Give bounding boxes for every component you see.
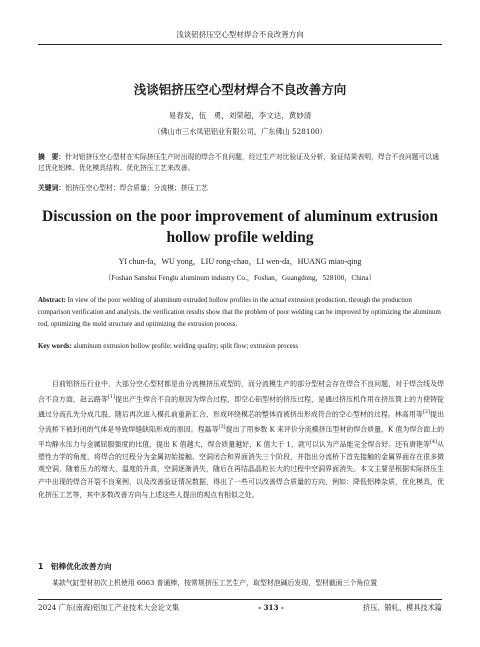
page-number: - 313 - [258, 603, 285, 612]
authors-cn: 易春发，伍 勇，刘荣超，李文达，黄妙清 [168, 111, 312, 120]
citation-1[interactable]: [1] [107, 393, 116, 400]
citation-2[interactable]: [2] [422, 408, 430, 415]
section-1-text: 某款气缸型材初次上机使用 6063 普通棒，按常规挤压工艺生产，取型材泡碱后发现，型材截面三个角位置 [52, 579, 378, 587]
abstract-cn [38, 152, 444, 174]
running-header: 浅谈铝挤压空心型材焊合不良改善方向 [176, 30, 304, 39]
intro-text-5: 从塑性力学的角度，将焊合的过程分为金属初始接触、空洞闭合和界面消失三个阶段，并指出分流桥下首先接触的金属界面存在很多微观空洞，随着压力的增大，温度的升高，空洞逐渐消失，随后在再结晶晶粒长大的过程中空洞界面消失。本文主要是根据实际挤压生产中出现的焊合开裂不良案例，以及改善验证情况数据，得出了一些可以改善焊合质量的方向，例如：降低铝棒杂质，优化模具，优化挤压工艺等，其中多数改善方向与上述这些人提出的观点有相似之处。 [38, 440, 445, 499]
section-1-heading: 1 铝棒优化改善方向 [38, 562, 112, 571]
intro-text-2: 提出产生焊合不良的原因为焊合过程，即空心铝型材的挤压过程，是通过挤压机作用在挤压筒上的力使铸锭通过分流孔先分成几股，随后再次进入模孔前重新汇合，形成环绕模芯的整体而被挤出形成符合的空心型材的过程。林高用等 [38, 395, 444, 418]
keywords-en-label: Key words: [38, 343, 72, 350]
intro-text-4: 提出了用参数 K 来评价分流模挤压型材的焊合质量，K 值为焊合面上的平均静水压力与金属屈服强度的比值，提出 K 值越大，焊合质量越好，K 值大于 1，就可以认为产品能完全焊合好。还有唐艳等 [38, 425, 444, 448]
footer-section: 挤压、锻轧、模具技术篇 [362, 603, 442, 612]
keywords-en [38, 341, 442, 353]
abstract-cn-label: 摘 要： [38, 153, 66, 161]
footer-rule [38, 599, 442, 600]
footer-proceedings: 2024 广东(南海)铝加工产业技术大会论文集 [38, 603, 180, 612]
citation-3[interactable]: [3] [218, 423, 226, 430]
intro-text-3: 提出分流桥下被封闭的气体是导致焊缝缺陷形成的原因。程磊等 [38, 410, 444, 433]
keywords-en-text: aluminum extrusion hollow profile; welding quality; split flow; extrusion process [73, 343, 299, 350]
abstract-en-label: Abstract: [38, 297, 66, 304]
citation-4[interactable]: [4] [429, 438, 438, 445]
authors-en: YI chun-fa，WU yong，LIU rong-chao，LI wen-da，HUANG miao-qing [118, 257, 362, 266]
page-footer [38, 603, 442, 613]
intro-text-1: 目前铝挤压行业中，大部分空心型材都是由分流模挤压成型的，而分流模生产的部分型材会存在焊合不良问题，对于焊合线及焊合不良方面，赵云路等 [38, 380, 444, 403]
affiliation-cn: （佛山市三水凤铝铝业有限公司，广东佛山 528100） [153, 127, 327, 136]
keywords-cn-text: 铝挤压空心型材；焊合质量；分流模；挤压工艺 [65, 184, 208, 192]
keywords-cn [38, 183, 444, 194]
paper-title-en: Discussion on the poor improvement of aluminum extrusion hollow profile welding [42, 208, 438, 246]
abstract-cn-text: 针对铝挤压空心型材在实际挤压生产时出现的焊合不良问题，经过生产对比验证及分析，验证结果表明，焊合不良问题可以通过优化铝棒、优化模具结构、优化挤压工艺来改善。 [38, 153, 440, 172]
header-rule [38, 44, 442, 45]
keywords-cn-label: 关键词： [38, 184, 66, 192]
intro-paragraph [38, 378, 444, 502]
affiliation-en: （Foshan Sanshui Fenglu aluminum industry Co.，Foshan，Guangdong，528100，China） [104, 274, 376, 282]
abstract-en [38, 295, 442, 331]
paper-title-cn: 浅谈铝挤压空心型材焊合不良改善方向 [133, 82, 347, 97]
abstract-en-text: In view of the poor welding of aluminum extruded hollow profiles in the actual extrusion production, through the production comparison verification and analysis, the verification results show that the problem of poor welding can be improved by optimizing the aluminum rod, optimizing the mold structure and optimizing the extrusion process. [38, 297, 441, 328]
